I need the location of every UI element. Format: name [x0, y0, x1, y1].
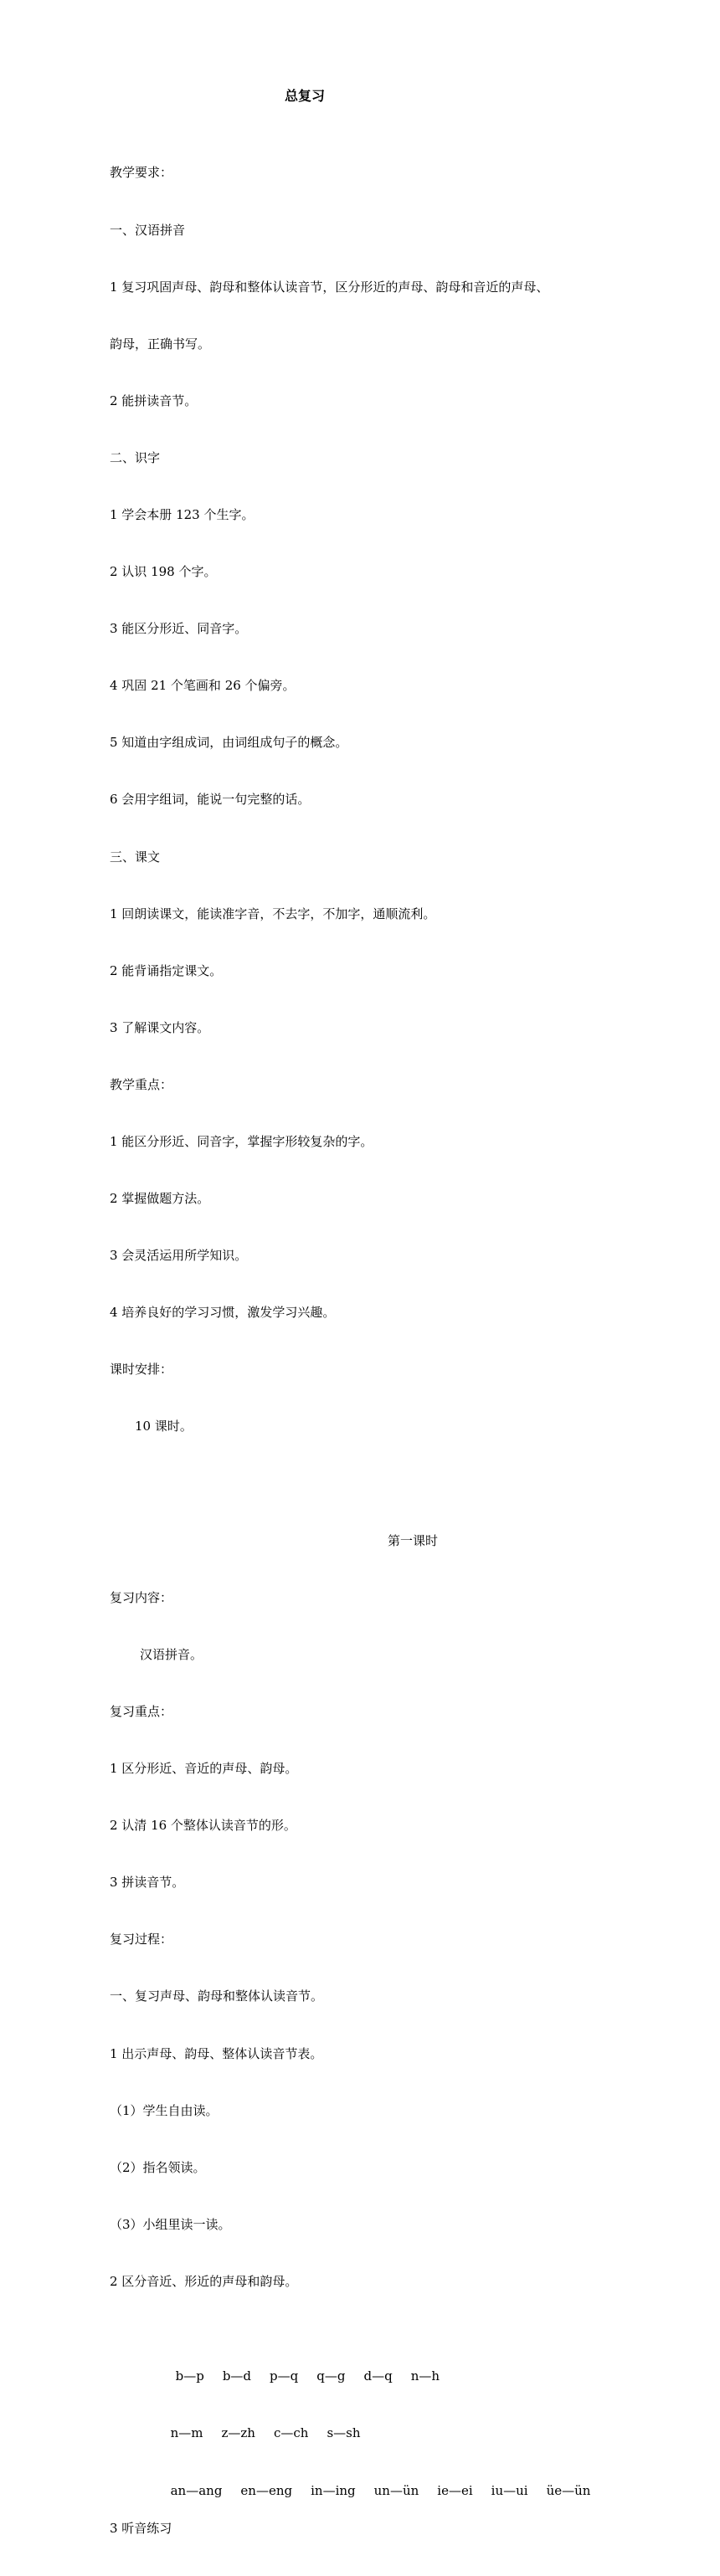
pinyin-pair: an—ang	[170, 2482, 223, 2498]
text-line: 教学重点：	[110, 1076, 173, 1092]
text-line: 1 出示声母、韵母、整体认读音节表。	[110, 2045, 323, 2061]
text-line: 复习过程：	[110, 1932, 173, 1947]
text-line: 3 会灵活运用所学知识。	[110, 1248, 248, 1264]
text-line: 2 能拼读音节。	[110, 393, 198, 408]
text-line: 1 能区分形近、同音字，掌握字形较复杂的字。	[110, 1134, 373, 1149]
text-line: 2 能背诵指定课文。	[110, 962, 223, 978]
text-line: 一、汉语拼音	[110, 222, 186, 238]
text-line: 4 培养良好的学习习惯，激发学习兴趣。	[110, 1305, 336, 1321]
pinyin-row-3	[110, 2462, 629, 2498]
text-line: 2 认识 198 个字。	[110, 564, 217, 580]
text-line: 1 区分形近、音近的声母、韵母。	[110, 1761, 298, 1777]
pinyin-pair: n—m	[170, 2425, 203, 2441]
text-line: 5 知道由字组成词，由词组成句子的概念。	[110, 735, 348, 751]
text-line: 二、识字	[110, 449, 161, 465]
text-line: 1 复习巩固声母、韵母和整体认读音节，区分形近的声母、韵母和音近的声母、	[110, 279, 549, 295]
pinyin-pair: ie—ei	[437, 2482, 473, 2498]
blank-line	[110, 1475, 629, 1494]
text-line: 2 认清 16 个整体认读音节的形。	[110, 1818, 296, 1834]
pinyin-pair: n—h	[410, 2368, 440, 2384]
text-line: 三、课文	[110, 849, 161, 865]
pinyin-pair: q—g	[316, 2368, 346, 2384]
pinyin-pair: s—sh	[327, 2425, 361, 2441]
pinyin-row-2	[110, 2405, 629, 2441]
text-line: （3）小组里读一读。	[110, 2216, 231, 2232]
text-line: 复习内容：	[110, 1589, 173, 1605]
pinyin-pair: c—ch	[273, 2425, 309, 2441]
text-line: （2）指名领读。	[110, 2159, 206, 2175]
text-line: 2 区分音近、形近的声母和韵母。	[110, 2273, 298, 2289]
pinyin-pair: üe—ün	[546, 2482, 591, 2498]
text-line: 韵母，正确书写。	[110, 336, 211, 352]
pinyin-pair: in—ing	[311, 2482, 356, 2498]
pinyin-pair: z—zh	[221, 2425, 255, 2441]
pinyin-pair: b—p	[175, 2368, 204, 2384]
pinyin-pair: iu—ui	[491, 2482, 528, 2498]
text-line: 复习重点：	[110, 1703, 173, 1719]
text-line: 3 听音练习	[110, 2520, 172, 2536]
pinyin-pair: un—ün	[373, 2482, 419, 2498]
text-line: 1 回朗读课文，能读准字音，不去字，不加字，通顺流利。	[110, 906, 436, 921]
text-line: 3 能区分形近、同音字。	[110, 621, 248, 637]
text-line: 一、复习声母、韵母和整体认读音节。	[110, 1988, 324, 2004]
text-line: 3 拼读音节。	[110, 1875, 185, 1891]
text-line: 3 了解课文内容。	[110, 1019, 210, 1035]
hours-line: 10 课时。	[135, 1419, 193, 1434]
pinyin-pair: b—d	[222, 2368, 252, 2384]
lesson-title: 第一课时	[387, 1532, 438, 1548]
document-title: 总复习	[284, 88, 325, 104]
text-line: 6 会用字组词，能说一句完整的话。	[110, 792, 311, 808]
pinyin-pair: p—q	[270, 2368, 299, 2384]
text-line: 课时安排：	[110, 1362, 173, 1378]
pinyin-row-1	[110, 2348, 629, 2384]
text-line: 汉语拼音。	[140, 1646, 203, 1662]
text-line: 4 巩固 21 个笔画和 26 个偏旁。	[110, 678, 296, 694]
text-line: 1 学会本册 123 个生字。	[110, 506, 255, 522]
text-line: 教学要求：	[110, 165, 173, 181]
pinyin-pair: en—eng	[240, 2482, 293, 2498]
text-line: （1）学生自由读。	[110, 2102, 219, 2118]
document-body	[110, 126, 629, 2576]
pinyin-pair: d—q	[363, 2368, 393, 2384]
text-line: 2 掌握做题方法。	[110, 1191, 210, 1207]
